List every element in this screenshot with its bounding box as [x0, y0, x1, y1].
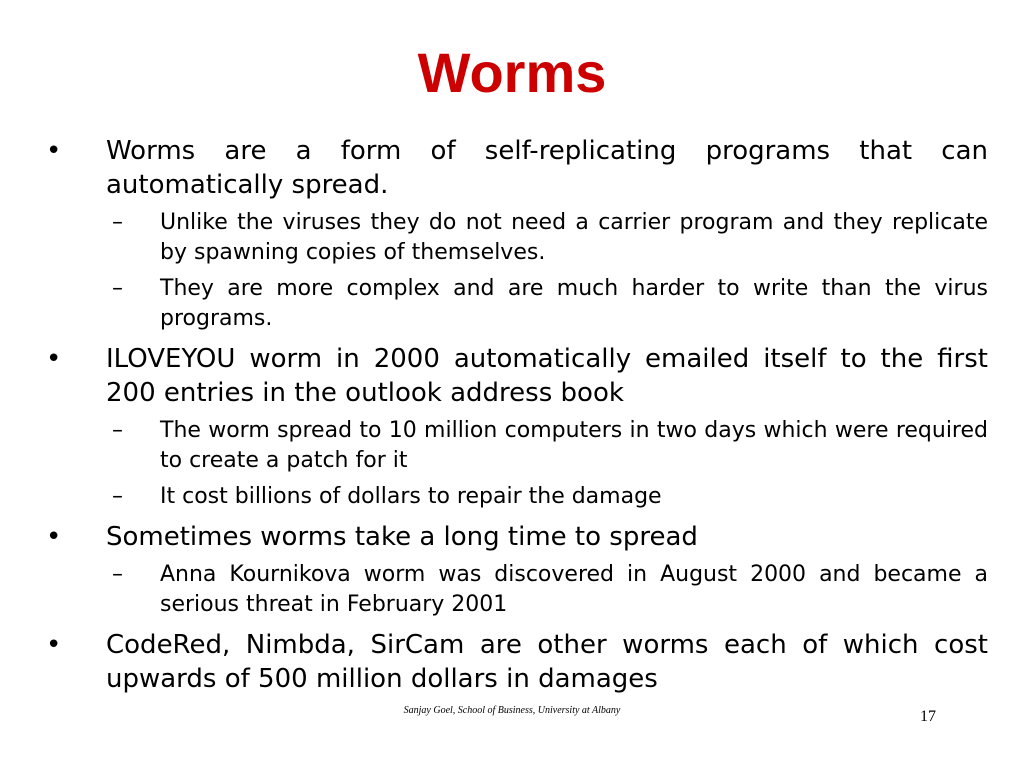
- bullet-icon: •: [46, 522, 62, 552]
- bullet-item: [40, 520, 988, 554]
- sub-bullet-text: The worm spread to 10 million computers in two days which were required to create a patch for it: [160, 418, 988, 473]
- slide-title: Worms: [417, 41, 607, 104]
- dash-icon: –: [112, 276, 123, 301]
- bullet-text: ILOVEYOU worm in 2000 automatically emailed itself to the first 200 entries in the outlook address book: [106, 344, 988, 408]
- bullet-text: Sometimes worms take a long time to spread: [106, 522, 698, 552]
- dash-icon: –: [112, 562, 123, 587]
- dash-icon: –: [112, 484, 123, 509]
- sub-bullet-text: Anna Kournikova worm was discovered in August 2000 and became a serious threat in February 2001: [160, 562, 988, 617]
- slide-content: [40, 134, 988, 696]
- page-number: 17: [920, 708, 936, 725]
- sub-bullet-item: [40, 416, 988, 476]
- bullet-icon: •: [46, 630, 62, 660]
- sub-bullet-text: Unlike the viruses they do not need a carrier program and they replicate by spawning copies of themselves.: [160, 210, 988, 265]
- bullet-item: [40, 342, 988, 410]
- sub-bullet-item: [40, 274, 988, 334]
- sub-bullet-item: [40, 560, 988, 620]
- sub-bullet-item: [40, 482, 988, 512]
- sub-bullet-text: They are more complex and are much harder to write than the virus programs.: [160, 276, 988, 331]
- dash-icon: –: [112, 418, 123, 443]
- sub-bullet-text: It cost billions of dollars to repair the damage: [160, 484, 662, 509]
- dash-icon: –: [112, 210, 123, 235]
- bullet-text: Worms are a form of self-replicating programs that can automatically spread.: [106, 136, 988, 200]
- bullet-icon: •: [46, 344, 62, 374]
- slide-footer: Sanjay Goel, School of Business, University at Albany: [403, 705, 621, 716]
- bullet-item: [40, 134, 988, 202]
- bullet-text: CodeRed, Nimbda, SirCam are other worms each of which cost upwards of 500 million dollars in damages: [106, 630, 988, 694]
- bullet-item: [40, 628, 988, 696]
- bullet-icon: •: [46, 136, 62, 166]
- sub-bullet-item: [40, 208, 988, 268]
